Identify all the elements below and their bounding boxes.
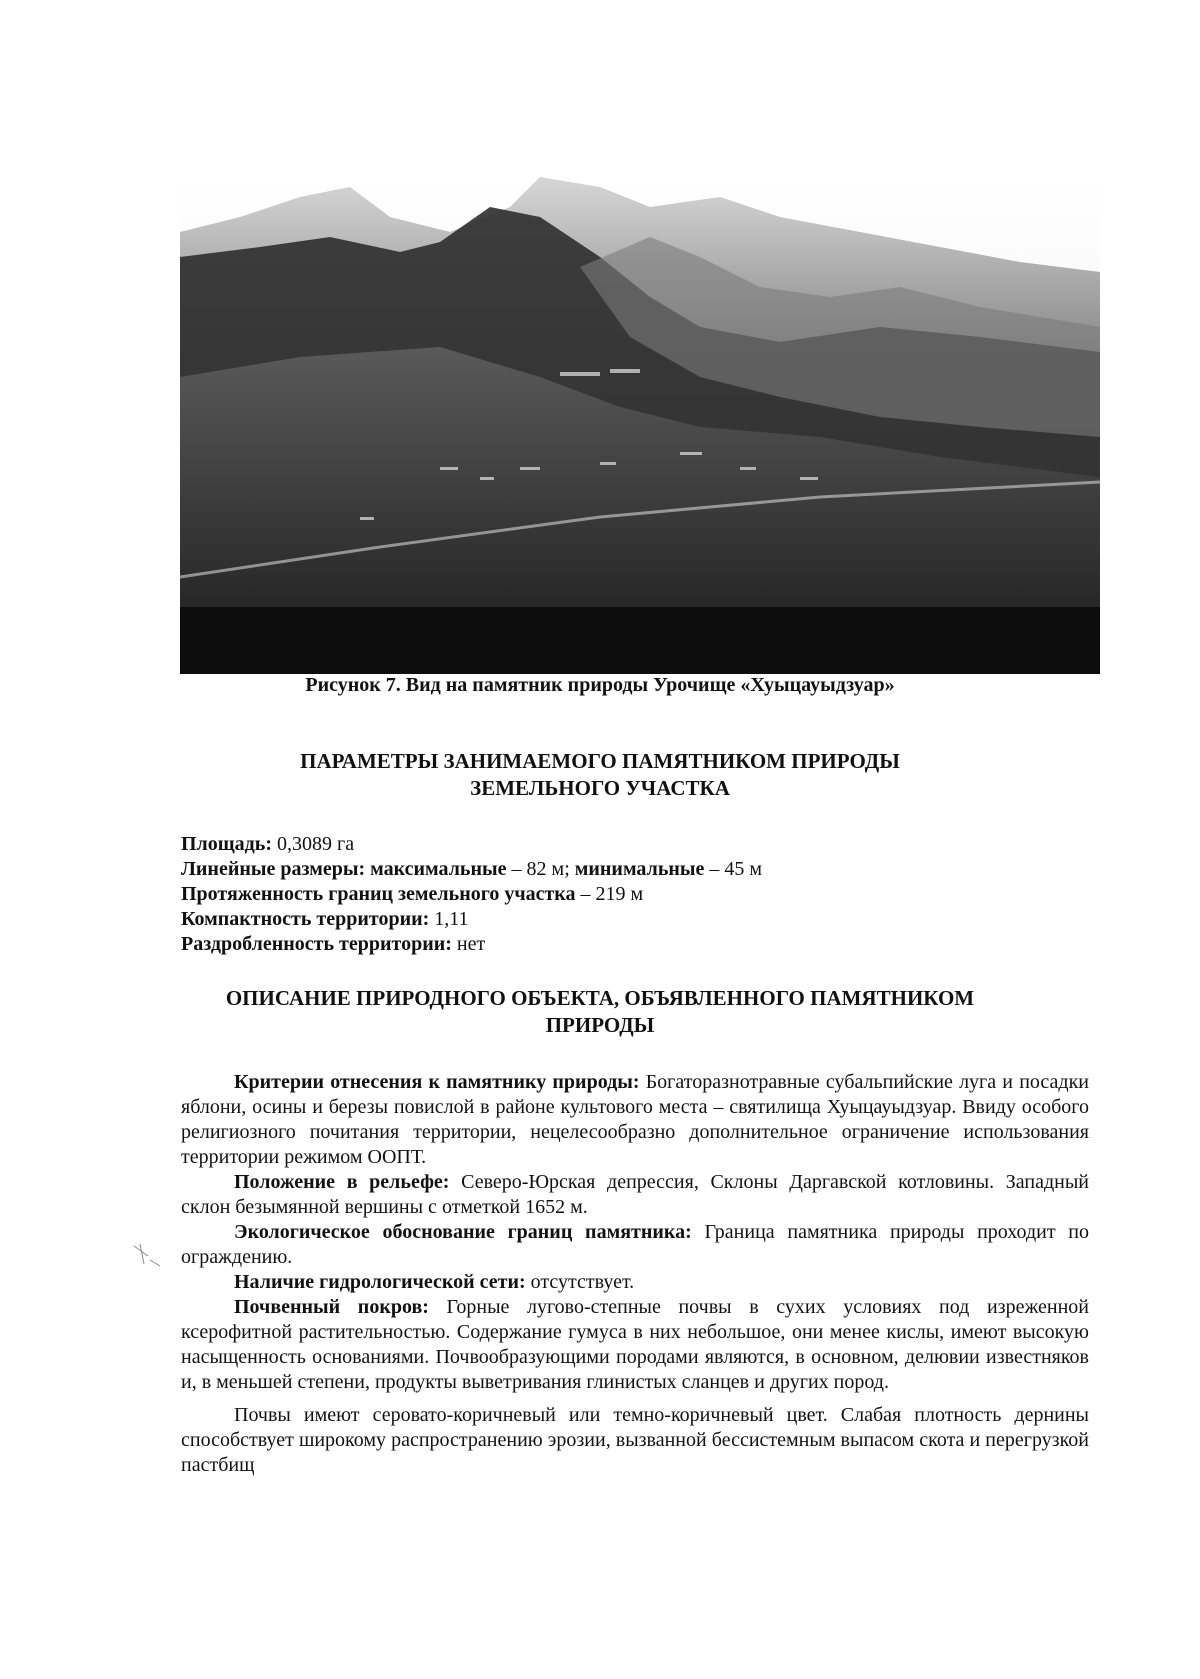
param-fragmentation: Раздробленность территории: нет <box>181 933 486 955</box>
section-title-parameters <box>150 748 1050 802</box>
paragraph-soil-color: Почвы имеют серовато-коричневый или темно-коричневый цвет. Слабая плотность дернины способствует широкому распространению эрозии, вызванной бессистемным выпасом скота и перегрузкой пастбищ <box>181 1404 1089 1476</box>
mountain-landscape-image <box>180 177 1100 674</box>
figure-caption: Рисунок 7. Вид на памятник природы Урочище «Хуыцауыдзуар» <box>305 674 895 696</box>
section-title-description <box>150 985 1050 1039</box>
section-title-line: ЗЕМЕЛЬНОГО УЧАСТКА <box>470 776 730 800</box>
section-title-line: ПАРАМЕТРЫ ЗАНИМАЕМОГО ПАМЯТНИКОМ ПРИРОДЫ <box>300 749 900 773</box>
mountain-photo <box>180 177 1100 674</box>
section-title-line: ОПИСАНИЕ ПРИРОДНОГО ОБЪЕКТА, ОБЪЯВЛЕННОГО ПАМЯТНИКОМ <box>225 986 975 1010</box>
param-area: Площадь: 0,3089 га <box>181 833 355 855</box>
paragraph-relief: Положение в рельефе: Северо-Юрская депрессия, Склоны Даргавской котловины. Западный склон безымянной вершины с отметкой 1652 м. <box>181 1171 1089 1218</box>
param-boundary-length: Протяженность границ земельного участка – 219 м <box>181 883 644 905</box>
paragraph-hydrology: Наличие гидрологической сети: отсутствует. <box>234 1271 635 1293</box>
param-linear-dimensions: Линейные размеры: максимальные – 82 м; минимальные – 45 м <box>181 858 763 880</box>
section-title-line: ПРИРОДЫ <box>545 1013 655 1037</box>
paragraph-soil: Почвенный покров: Горные лугово-степные почвы в сухих условиях под изреженной ксерофитной растительностью. Содержание гумуса в них небольшое, они менее кислы, имеют высокую насыщенность основаниями. Почвообразующими породами являются, в основном, делювии известняков и, в меньшей степени, продукты выветривания глинистых сланцев и других пород. <box>181 1296 1089 1393</box>
paragraph-eco-boundary: Экологическое обоснование границ памятника: Граница памятника природы проходит по ограждению. <box>181 1221 1089 1268</box>
pencil-mark-icon <box>130 1240 170 1270</box>
param-compactness: Компактность территории: 1,11 <box>181 908 469 930</box>
parameters-list <box>181 832 762 957</box>
paragraph-criteria: Критерии отнесения к памятнику природы: Богаторазнотравные субальпийские луга и посадки яблони, осины и березы повислой в районе культового места – святилища Хуыцауыдзуар. Ввиду особого религиозного почитания территории, нецелесообразно дополнительное ограничение использования территории режимом ООПТ. <box>181 1071 1089 1168</box>
description-body <box>181 1070 1089 1478</box>
